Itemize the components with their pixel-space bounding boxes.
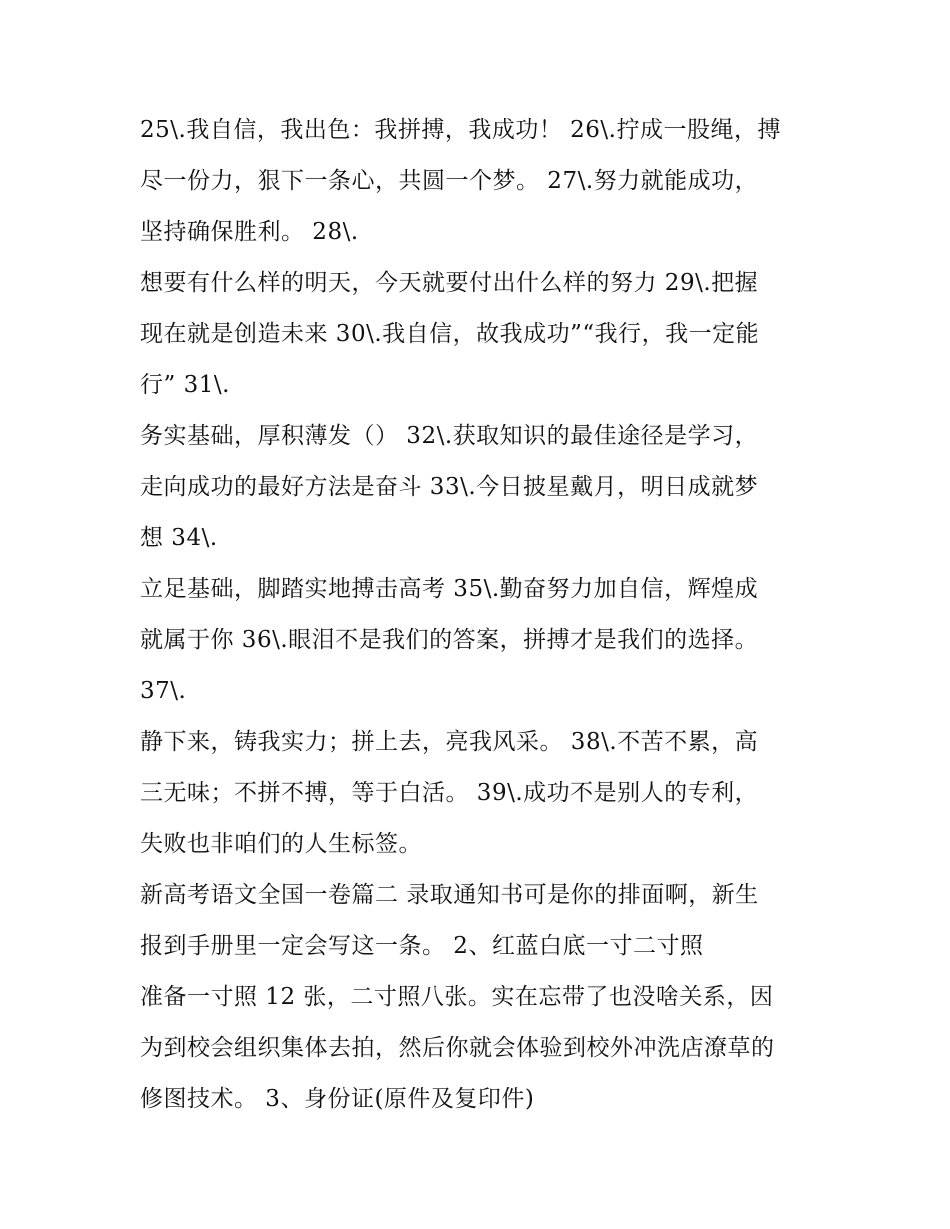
text-line: 静下来，铸我实力；拼上去，亮我风采。 38\.不苦不累，高 bbox=[140, 729, 759, 755]
text-line: 想 34\. bbox=[140, 525, 218, 551]
text-line: 走向成功的最好方法是奋斗 33\.今日披星戴月，明日成就梦 bbox=[140, 474, 759, 500]
text-line: 报到手册里一定会写这一条。 2、红蓝白底一寸二寸照 bbox=[140, 933, 704, 959]
text-line: 现在就是创造未来 30\.我自信，故我成功”“我行，我一定能 bbox=[140, 321, 760, 347]
text-line: 为到校会组织集体去拍，然后你就会体验到校外冲洗店潦草的 bbox=[140, 1035, 775, 1061]
text-line: 想要有什么样的明天，今天就要付出什么样的努力 29\.把握 bbox=[140, 270, 759, 296]
text-line: 失败也非咱们的人生标签。 bbox=[140, 831, 422, 857]
text-line: 三无味；不拼不搏，等于白活。 39\.成功不是别人的专利， bbox=[140, 780, 759, 806]
text-line: 行” 31\. bbox=[140, 372, 230, 398]
text-line: 新高考语文全国一卷篇二 录取通知书可是你的排面啊，新生 bbox=[140, 882, 759, 908]
text-line: 尽一份力，狠下一条心，共圆一个梦。 27\.努力就能成功， bbox=[140, 168, 759, 194]
text-line: 37\. bbox=[140, 678, 187, 704]
text-line: 25\.我自信，我出色：我拼搏，我成功！ 26\.拧成一股绳，搏 bbox=[140, 117, 781, 143]
text-line: 坚持确保胜利。 28\. bbox=[140, 219, 359, 245]
text-line: 修图技术。 3、身份证(原件及复印件) bbox=[140, 1086, 535, 1112]
document-body bbox=[140, 105, 820, 1125]
text-line: 立足基础，脚踏实地搏击高考 35\.勤奋努力加自信，辉煌成 bbox=[140, 576, 759, 602]
text-line: 准备一寸照 12 张，二寸照八张。实在忘带了也没啥关系，因 bbox=[140, 984, 774, 1010]
text-line: 务实基础，厚积薄发（） 32\.获取知识的最佳途径是学习， bbox=[140, 423, 759, 449]
text-line: 就属于你 36\.眼泪不是我们的答案，拼搏才是我们的选择。 bbox=[140, 627, 759, 653]
